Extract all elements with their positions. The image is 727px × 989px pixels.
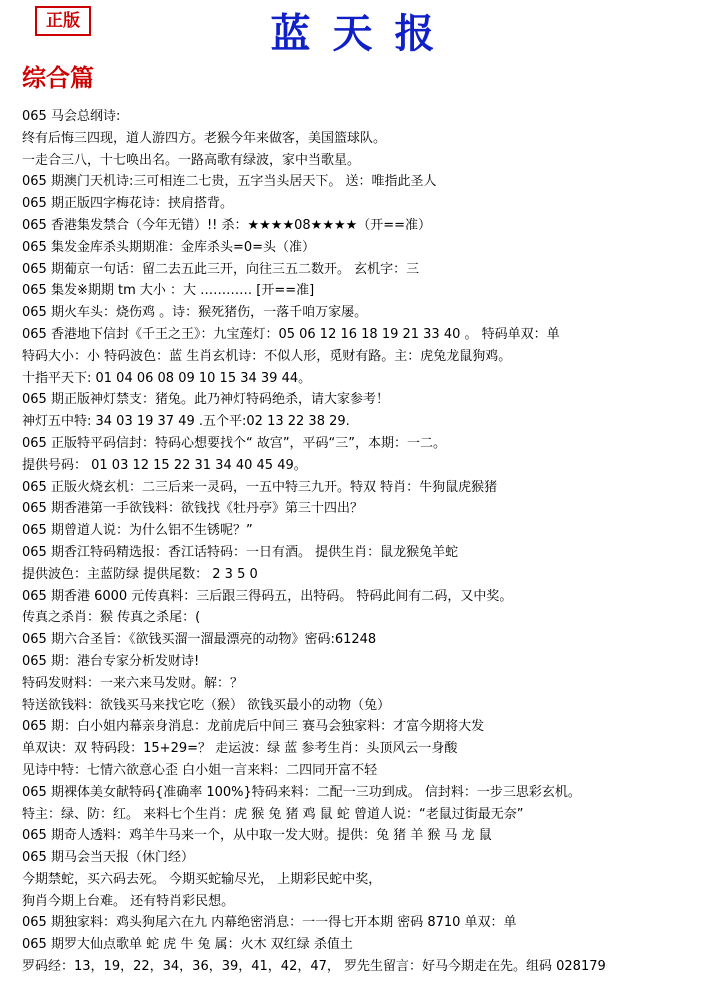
text-line: 065 期罗大仙点歌单 蛇 虎 牛 兔 属：火木 双红绿 杀值土 bbox=[22, 937, 353, 953]
text-line: 特主：绿、防：红。 来料七个生肖：虎 猴 兔 猪 鸡 鼠 蛇 曾道人说：“老鼠过街最无奈” bbox=[22, 806, 524, 822]
section-title: 综合篇 bbox=[22, 63, 94, 92]
text-line: 传真之杀肖：猴 传真之杀尾：( bbox=[22, 610, 201, 626]
text-line: 065 期：港台专家分析发财诗! bbox=[22, 653, 200, 669]
text-line: 065 马会总纲诗: bbox=[22, 109, 121, 124]
edition-badge: 正版 bbox=[35, 6, 91, 36]
text-line: 065 期香港第一手欲钱料：欲钱找《牡丹亭》第三十四出？ bbox=[22, 501, 363, 517]
text-line: 065 期马会当天报（休门经） bbox=[22, 850, 194, 866]
text-line: 罗码经：13，19，22，34，36，39，41，42，47， 罗先生留言：好马今期走在先。组码 028179 bbox=[22, 959, 606, 975]
text-line: 065 期奇人透料：鸡羊牛马来一个，从中取一发大财。提供：兔 猪 羊 猴 马 龙 鼠 bbox=[22, 828, 492, 844]
text-line: 神灯五中特: 34 03 19 37 49 .五个平:02 13 22 38 29. bbox=[22, 414, 350, 430]
text-line: 终有后悔三四现，道人游四方。老猴今年来做客，美国篮球队。 bbox=[22, 130, 387, 146]
text-line: 065 正版火烧玄机：二三后来一灵码，一五中特三九开。特双 特肖：牛狗鼠虎猴猪 bbox=[22, 479, 498, 495]
text-line: 狗肖今期上台难。 还有特肖彩民想。 bbox=[22, 893, 235, 909]
text-line: 065 期六合圣旨：《欲钱买溜一溜最漂亮的动物》密码:61248 bbox=[22, 632, 377, 648]
text-line: 特送欲钱料：欲钱买马来找它吃（猴） 欲钱买最小的动物（兔） bbox=[22, 697, 391, 713]
text-line: 065 期独家料：鸡头狗尾六在九 内幕绝密消息：一一得七开本期 密码 8710 单双：单 bbox=[22, 915, 517, 931]
text-line: 十指平天下: 01 04 06 08 09 10 15 34 39 44。 bbox=[22, 370, 312, 386]
text-line: 065 香港地下信封《千王之王》：九宝莲灯：05 06 12 16 18 19 21 33 40 。 特码单双：单 bbox=[22, 326, 560, 342]
text-line: 065 期裸体美女献特码{准确率 100%}特码来料：二配一三功到成。 信封料：一步三思彩玄机。 bbox=[22, 784, 581, 800]
text-line: 065 期葡京一句话：留二去五此三开，向往三五二数开。 玄机字：三 bbox=[22, 261, 420, 277]
text-line: 065 期正版神灯禁支：猪兔。此乃神灯特码绝杀，请大家参考！ bbox=[22, 392, 389, 408]
text-line: 065 期：白小姐内幕亲身消息：龙前虎后中间三 赛马会独家料：才富今期将大发 bbox=[22, 719, 485, 735]
text-line: 065 集发金库杀头期期准：金库杀头=0=头（准） bbox=[22, 239, 316, 255]
article-body bbox=[22, 106, 722, 978]
text-line: 065 期澳门天机诗:三可相连二七贵，五字当头居天下。 送：唯指此圣人 bbox=[22, 174, 437, 190]
text-line: 065 正版特平码信封：特码心想要找个“ 故宫”，平码“三”，本期：一二。 bbox=[22, 435, 447, 451]
text-line: 见诗中特：七情六欲意心歪 白小姐一言来料：二四同开富不轻 bbox=[22, 762, 378, 778]
text-line: 提供号码： 01 03 12 15 22 31 34 40 45 49。 bbox=[22, 457, 307, 473]
text-line: 065 期香港 6000 元传真料：三后跟三得码五，出特码。 特码此间有二码，又中奖。 bbox=[22, 588, 513, 604]
text-line: 065 期正版四字梅花诗：挟肩搭背。 bbox=[22, 196, 233, 212]
text-line: 今期禁蛇，买六码去死。 今期买蛇输尽光， 上期彩民蛇中奖， bbox=[22, 871, 382, 887]
text-line: 特码发财料：一来六来马发财。解：？ bbox=[22, 675, 244, 691]
text-line: 提供波色：主蓝防绿 提供尾数： 2 3 5 0 bbox=[22, 566, 258, 582]
text-line: 特码大小：小 特码波色：蓝 生肖玄机诗：不似人形，觅财有路。主：虎兔龙鼠狗鸡。 bbox=[22, 348, 512, 364]
text-line: 单双诀：双 特码段：15+29=？ 走运波：绿 蓝 参考生肖：头顶风云一身酸 bbox=[22, 741, 458, 757]
text-line: 065 香港集发禁合（今年无错）!! 杀：★★★★08★★★★（开==准） bbox=[22, 217, 432, 233]
text-line: 065 期香江特码精选报：香江话特码：一日有酒。 提供生肖：鼠龙猴兔羊蛇 bbox=[22, 544, 459, 560]
text-line: 065 期火车头：烧伤鸡 。诗：猴死猪伤，一落千咱万家屡。 bbox=[22, 305, 368, 321]
text-line: 065 集发※期期 tm 大小 ：大 ………… [开==准] bbox=[22, 283, 315, 299]
page-title: 蓝天报 bbox=[270, 10, 457, 57]
text-line: 一走合三八，十七唤出名。一路高歌有绿波，家中当歌星。 bbox=[22, 152, 361, 168]
text-line: 065 期曾道人说：为什么铝不生锈呢？” bbox=[22, 523, 253, 539]
